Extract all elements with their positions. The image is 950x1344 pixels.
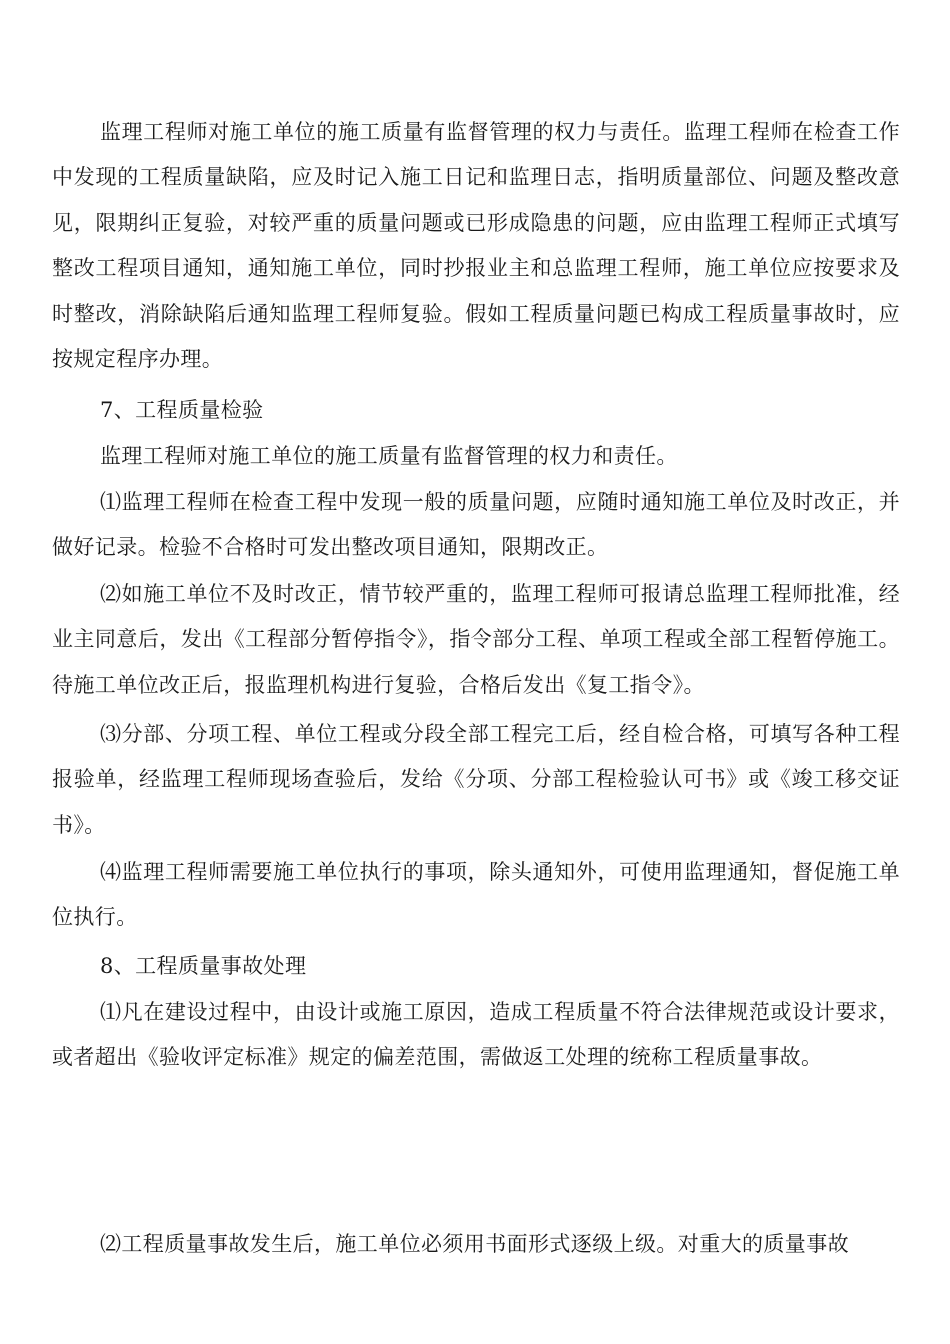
- paragraph-accident-item-2: ⑵工程质量事故发生后，施工单位必须用书面形式逐级上级。对重大的质量事故: [100, 1232, 849, 1256]
- paragraph-supervision-duty: 监理工程师对施工单位的施工质量有监督管理的权力与责任。监理工程师在检查工作中发现的工程质量缺陷，应及时记入施工日记和监理日志，指明质量部位、问题及整改意见，限期纠正复验，对较严重的质量问题或已形成隐患的问题，应由监理工程师正式填写整改工程项目通知，通知施工单位，同时抄报业主和总监理工程师，施工单位应按要求及时整改，消除缺陷后通知监理工程师复验。假如工程质量问题已构成工程质量事故时，应按规定程序办理。: [52, 120, 900, 372]
- paragraph-inspection-item-4: ⑷监理工程师需要施工单位执行的事项，除头通知外，可使用监理通知，督促施工单位执行。: [52, 860, 900, 930]
- section-heading-accident-handling: 8、工程质量事故处理: [100, 954, 307, 978]
- paragraph-inspection-item-1: ⑴监理工程师在检查工程中发现一般的质量问题，应随时通知施工单位及时改正，并做好记录。检验不合格时可发出整改项目通知，限期改正。: [52, 490, 900, 560]
- paragraph-accident-item-1: ⑴凡在建设过程中，由设计或施工原因，造成工程质量不符合法律规范或设计要求，或者超出《验收评定标准》规定的偏差范围，需做返工处理的统称工程质量事故。: [52, 1000, 900, 1070]
- paragraph-inspection-intro: 监理工程师对施工单位的施工质量有监督管理的权力和责任。: [100, 444, 678, 468]
- paragraph-inspection-item-3: ⑶分部、分项工程、单位工程或分段全部工程完工后，经自检合格，可填写各种工程报验单，经监理工程师现场查验后，发给《分项、分部工程检验认可书》或《竣工移交证书》。: [52, 722, 900, 837]
- section-heading-quality-inspection: 7、工程质量检验: [100, 398, 264, 422]
- paragraph-inspection-item-2: ⑵如施工单位不及时改正，情节较严重的，监理工程师可报请总监理工程师批准，经业主同意后，发出《工程部分暂停指令》，指令部分工程、单项工程或全部工程暂停施工。待施工单位改正后，报监理机构进行复验，合格后发出《复工指令》。: [52, 582, 900, 697]
